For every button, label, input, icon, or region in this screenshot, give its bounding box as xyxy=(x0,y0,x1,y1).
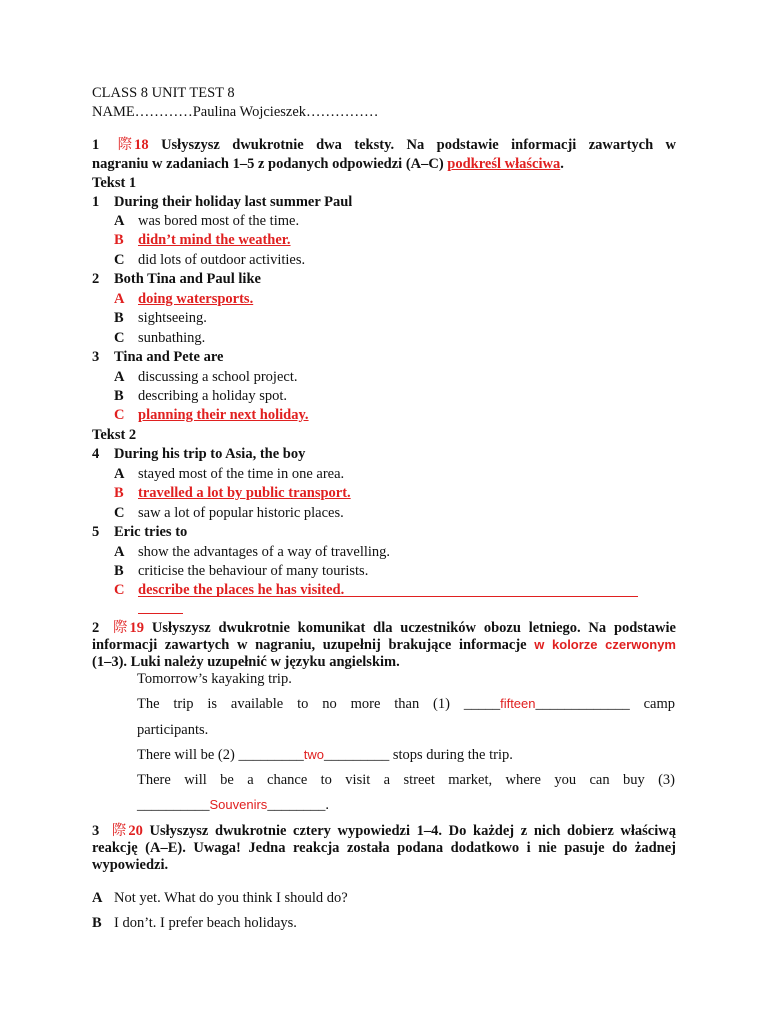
option-text: describe the places he has visited. xyxy=(138,582,345,598)
option-text: didn’t mind the weather. xyxy=(138,232,291,248)
question-stem-text: During their holiday last summer Paul xyxy=(114,194,353,210)
q4-option-c[interactable] xyxy=(0,504,768,522)
q1-option-a[interactable] xyxy=(0,212,768,230)
q3-option-a[interactable] xyxy=(0,368,768,386)
sentence-text: ________. xyxy=(267,797,329,813)
question-number: 3 xyxy=(92,349,100,365)
task2-instruction-text: Usłyszysz dwukrotnie komunikat dla uczestników obozu letniego. Na podstawie xyxy=(151,620,676,636)
task3-option-b[interactable] xyxy=(92,914,297,932)
sentence-text: _____________ camp xyxy=(535,696,676,712)
option-text: discussing a school project. xyxy=(138,369,298,385)
option-letter: A xyxy=(114,466,125,482)
q2-option-b[interactable] xyxy=(0,309,768,327)
task2-number: 2 xyxy=(92,620,100,636)
question-number: 2 xyxy=(92,271,100,287)
option-letter: B xyxy=(114,485,124,501)
q5-answer-underline-wrap xyxy=(138,613,183,614)
q2-option-a-selected[interactable] xyxy=(0,290,768,308)
task2-instruction-line3: (1–3). Luki należy uzupełnić w języku angielskim. xyxy=(92,654,400,670)
question-stem-text: Both Tina and Paul like xyxy=(114,271,261,287)
option-letter: B xyxy=(114,563,124,579)
task1-underline-hint: podkreśl właściwa xyxy=(447,156,561,172)
sentence-text: There will be (2) _________ xyxy=(137,747,304,763)
task3-instruction-text: Usłyszysz dwukrotnie cztery wypowiedzi 1–4. Do każdej z nich dobierz właściwą xyxy=(149,823,676,839)
option-letter: C xyxy=(114,505,125,521)
q5-option-b[interactable] xyxy=(0,562,768,580)
question-stem-text: Eric tries to xyxy=(114,524,188,540)
option-text: saw a lot of popular historic places. xyxy=(138,505,344,521)
task3-instruction-line2: reakcję (A–E). Uwaga! Jedna reakcja została podana dodatkowo i nie pasuje do żadnej xyxy=(92,840,676,856)
option-text: travelled a lot by public transport. xyxy=(138,485,351,501)
sentence-text: _________ stops during the trip. xyxy=(323,747,513,763)
option-text: doing watersports. xyxy=(138,291,254,307)
task2-title: Tomorrow’s kayaking trip. xyxy=(137,671,292,687)
task1-instruction-text: Usłyszysz dwukrotnie dwa teksty. Na podstawie informacji zawartych w xyxy=(161,137,677,153)
option-text: was bored most of the time. xyxy=(138,213,300,229)
task1-instruction-line2-text: nagraniu w zadaniach 1–5 z podanych odpowiedzi (A–C) xyxy=(92,156,448,172)
question-stem-text: During his trip to Asia, the boy xyxy=(114,446,306,462)
task2-sentence-3: There will be a chance to visit a street market, where you can buy (3) xyxy=(137,772,675,788)
speaker-icon: 際 xyxy=(113,620,128,636)
option-letter: B xyxy=(114,310,124,326)
task2-instruction-line2 xyxy=(92,636,676,654)
q3-option-b[interactable] xyxy=(0,387,768,405)
option-text: stayed most of the time in one area. xyxy=(138,466,345,482)
q3-option-c-selected[interactable] xyxy=(0,406,768,424)
student-name: NAME…………Paulina Wojcieszek…………… xyxy=(92,104,379,120)
question-3-stem xyxy=(92,348,223,366)
task2-sentence-1 xyxy=(137,695,675,713)
question-1-stem xyxy=(92,193,352,211)
task2-red-hint: w kolorze czerwonym xyxy=(534,637,676,652)
task1-number: 1 xyxy=(92,137,100,153)
question-5-stem xyxy=(92,523,187,541)
task2-instruction-line1 xyxy=(92,619,676,637)
task3-track: 20 xyxy=(128,823,143,839)
q5-option-a[interactable] xyxy=(0,543,768,561)
option-text: criticise the behaviour of many tourists. xyxy=(138,563,369,579)
option-text: I don’t. I prefer beach holidays. xyxy=(114,915,297,931)
option-letter: A xyxy=(114,213,125,229)
option-letter: B xyxy=(114,232,124,248)
task2-sentence-2 xyxy=(137,746,513,764)
option-text: did lots of outdoor activities. xyxy=(138,252,306,268)
question-stem-text: Tina and Pete are xyxy=(114,349,224,365)
question-number: 5 xyxy=(92,524,100,540)
option-letter: A xyxy=(114,544,125,560)
task2-instruction-line2-text: informacji zawartych w nagraniu, uzupełnij brakujące informacje xyxy=(92,637,535,653)
option-letter: A xyxy=(114,369,125,385)
q5-answer-underline xyxy=(138,596,638,597)
task1-track: 18 xyxy=(134,137,149,153)
task3-instruction-line3: wypowiedzi. xyxy=(92,857,169,873)
speaker-icon: 際 xyxy=(117,137,133,153)
option-letter: B xyxy=(92,915,102,931)
task1-instruction-line2 xyxy=(92,155,564,173)
question-4-stem xyxy=(92,445,305,463)
option-text: describing a holiday spot. xyxy=(138,388,288,404)
task1-instruction-line1 xyxy=(92,136,676,154)
option-text: show the advantages of a way of travelling. xyxy=(138,544,391,560)
tekst2-heading: Tekst 2 xyxy=(92,427,137,443)
task3-number: 3 xyxy=(92,823,100,839)
q1-option-c[interactable] xyxy=(0,251,768,269)
q1-option-b-selected[interactable] xyxy=(0,231,768,249)
option-letter: A xyxy=(114,291,125,307)
option-letter: A xyxy=(92,890,103,906)
option-text: planning their next holiday. xyxy=(138,407,309,423)
sentence-text: The trip is available to no more than (1) _____ xyxy=(137,696,501,712)
q4-option-a[interactable] xyxy=(0,465,768,483)
question-2-stem xyxy=(92,270,261,288)
option-text: Not yet. What do you think I should do? xyxy=(114,890,348,906)
question-number: 4 xyxy=(92,446,100,462)
class-title: CLASS 8 UNIT TEST 8 xyxy=(92,85,235,101)
gap-3-answer[interactable]: Souvenirs xyxy=(209,797,268,812)
option-text: sightseeing. xyxy=(138,310,207,326)
task2-sentence-3-cont xyxy=(137,796,329,814)
option-text: sunbathing. xyxy=(138,330,206,346)
task3-option-a[interactable] xyxy=(92,889,348,907)
gap-2-answer[interactable]: two xyxy=(303,747,324,762)
gap-1-answer[interactable]: fifteen xyxy=(500,696,536,711)
task2-track: 19 xyxy=(129,620,145,636)
sentence-text: __________ xyxy=(137,797,210,813)
option-letter: B xyxy=(114,388,124,404)
task2-sentence-1-cont: participants. xyxy=(137,722,209,738)
option-letter: C xyxy=(114,252,125,268)
task3-instruction-line1 xyxy=(92,822,676,840)
option-letter: C xyxy=(114,407,125,423)
tekst1-heading: Tekst 1 xyxy=(92,175,137,191)
option-letter: C xyxy=(114,330,125,346)
question-number: 1 xyxy=(92,194,100,210)
option-letter: C xyxy=(114,582,125,598)
task1-instruction-period: . xyxy=(560,156,564,172)
q2-option-c[interactable] xyxy=(0,329,768,347)
speaker-icon: 際 xyxy=(111,823,127,839)
q4-option-b-selected[interactable] xyxy=(0,484,768,502)
